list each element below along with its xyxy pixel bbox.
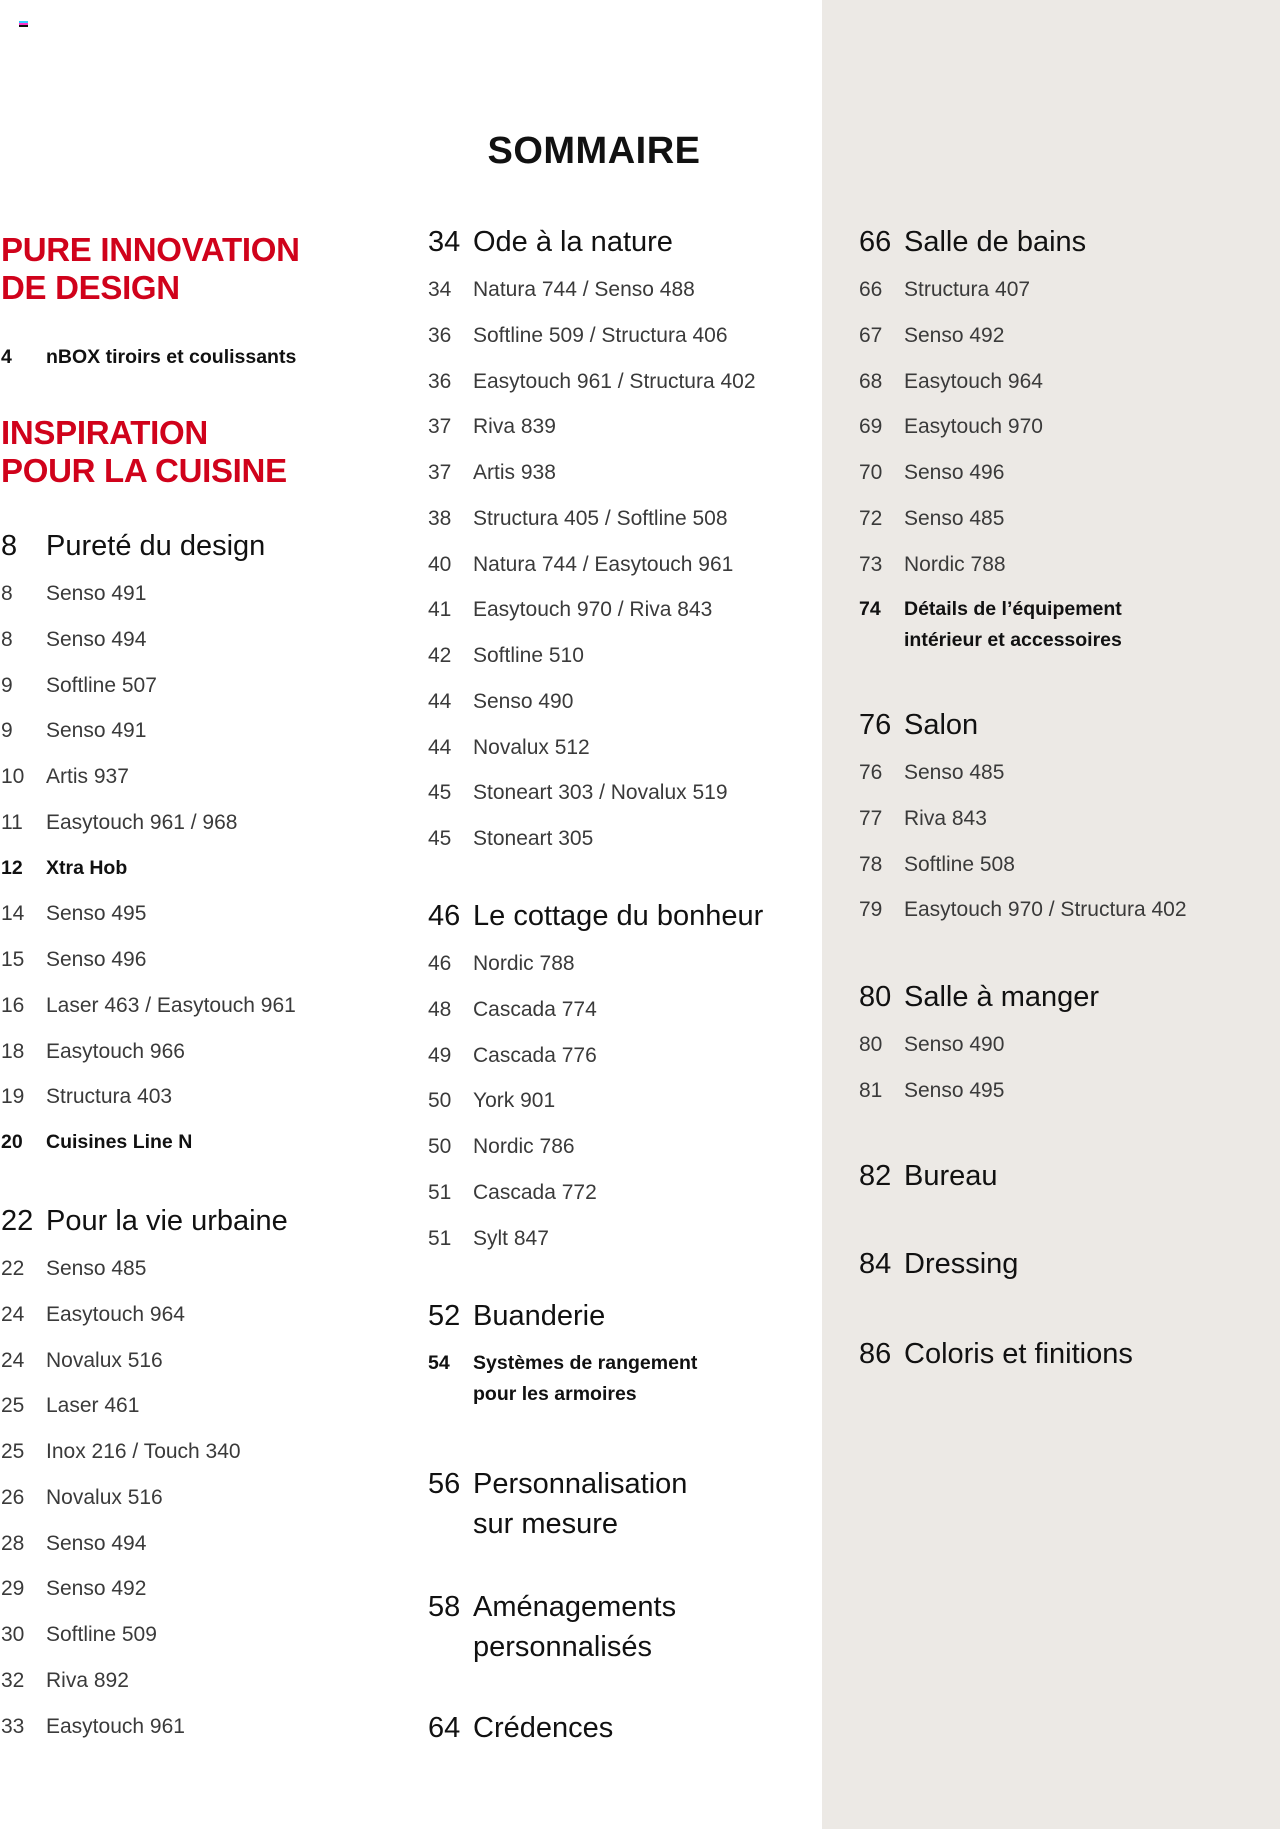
page-number: 41 bbox=[428, 598, 452, 622]
entry-title: Easytouch 961 / Structura 402 bbox=[473, 369, 756, 393]
toc-entry[interactable] bbox=[428, 450, 828, 496]
page-title: SOMMAIRE bbox=[487, 130, 701, 172]
section-title: Personnalisation sur mesure bbox=[473, 1468, 688, 1540]
toc-entry[interactable] bbox=[428, 816, 828, 862]
entry-title: Natura 744 / Easytouch 961 bbox=[473, 552, 734, 576]
entry-title: Softline 507 bbox=[46, 673, 157, 697]
page-number: 8 bbox=[1, 530, 18, 562]
page-number: 28 bbox=[1, 1531, 25, 1555]
toc-section bbox=[1, 526, 401, 1166]
entry-title: Softline 509 bbox=[46, 1623, 157, 1646]
toc-section bbox=[859, 977, 1259, 1114]
page-number: 30 bbox=[1, 1623, 25, 1646]
toc-entry[interactable] bbox=[1, 1612, 401, 1658]
toc-entry[interactable] bbox=[859, 842, 1259, 888]
entry-title: Détails de l’équipement intérieur et accessoires bbox=[904, 598, 1122, 652]
toc-entry[interactable] bbox=[859, 313, 1259, 359]
page-number: 50 bbox=[428, 1135, 452, 1158]
section-title: Salle de bains bbox=[904, 226, 1087, 258]
entry-title: York 901 bbox=[473, 1089, 556, 1113]
page-number: 24 bbox=[1, 1348, 25, 1372]
toc-entry[interactable] bbox=[428, 587, 828, 633]
page-number: 25 bbox=[1, 1440, 25, 1463]
page-number: 66 bbox=[859, 226, 892, 258]
entry-title: Senso 491 bbox=[46, 719, 147, 743]
section-title: Le cottage du bonheur bbox=[473, 900, 764, 932]
page-number: 4 bbox=[1, 346, 12, 368]
page-number: 51 bbox=[428, 1180, 452, 1204]
page-number: 26 bbox=[1, 1485, 25, 1509]
toc-entry-nbox[interactable] bbox=[1, 335, 401, 381]
toc-entry[interactable] bbox=[428, 679, 828, 725]
page-number: 77 bbox=[859, 806, 883, 830]
page-number: 44 bbox=[428, 735, 452, 759]
section-heading[interactable] bbox=[859, 705, 1259, 745]
section-title: Buanderie bbox=[473, 1300, 606, 1332]
page-number: 44 bbox=[428, 689, 452, 713]
entry-title: Senso 496 bbox=[46, 948, 147, 971]
entry-title: Senso 492 bbox=[904, 323, 1005, 347]
toc-entry[interactable] bbox=[1, 891, 401, 937]
toc-entry[interactable] bbox=[428, 1216, 828, 1262]
page-number: 10 bbox=[1, 765, 25, 788]
toc-entry[interactable] bbox=[428, 633, 828, 679]
entry-title: Riva 839 bbox=[473, 415, 556, 439]
entry-title: Xtra Hob bbox=[46, 856, 128, 879]
toc-entry[interactable] bbox=[1, 1292, 401, 1338]
toc-entry[interactable] bbox=[859, 542, 1259, 588]
toc-section bbox=[859, 705, 1259, 933]
page-number: 20 bbox=[1, 1131, 23, 1153]
entry-title: Nordic 788 bbox=[473, 952, 575, 975]
entry-title: Artis 938 bbox=[473, 461, 556, 484]
section-title: Pureté du design bbox=[46, 530, 266, 562]
toc-section bbox=[428, 1296, 828, 1410]
entry-title: Easytouch 961 / 968 bbox=[46, 810, 238, 834]
entry-title: Easytouch 970 / Structura 402 bbox=[904, 898, 1187, 922]
page-number: 29 bbox=[1, 1577, 25, 1601]
toc-section bbox=[859, 1334, 1259, 1374]
entry-title: Easytouch 964 bbox=[46, 1302, 185, 1326]
page-number: 36 bbox=[428, 369, 452, 393]
entry-title: Easytouch 966 bbox=[46, 1039, 185, 1063]
chapter-heading-inspiration: INSPIRATION POUR LA CUISINE bbox=[1, 414, 287, 489]
toc-entry[interactable] bbox=[1, 1383, 401, 1429]
entry-title: Senso 485 bbox=[46, 1257, 147, 1280]
entry-title: Natura 744 / Senso 488 bbox=[473, 278, 695, 301]
page-number: 80 bbox=[859, 1033, 883, 1056]
page-number: 79 bbox=[859, 898, 883, 922]
page-number: 33 bbox=[1, 1714, 25, 1738]
entry-title: Structura 405 / Softline 508 bbox=[473, 506, 728, 530]
toc-entry[interactable] bbox=[428, 1124, 828, 1170]
entry-title: Stoneart 305 bbox=[473, 827, 594, 850]
entry-title: Softline 510 bbox=[473, 644, 584, 667]
page-number: 22 bbox=[1, 1257, 25, 1280]
page-number: 72 bbox=[859, 506, 883, 530]
toc-section bbox=[859, 1244, 1259, 1284]
section-heading[interactable] bbox=[428, 1296, 828, 1336]
section-title: Dressing bbox=[904, 1248, 1019, 1280]
toc-list bbox=[859, 267, 1259, 656]
toc-section bbox=[428, 1708, 828, 1748]
page-number: 8 bbox=[1, 627, 13, 651]
toc-entry[interactable] bbox=[859, 496, 1259, 542]
entry-title: Senso 494 bbox=[46, 1531, 147, 1555]
entry-title: Nordic 788 bbox=[904, 552, 1006, 576]
entry-title: nBOX tiroirs et coulissants bbox=[46, 346, 297, 368]
page-number: 64 bbox=[428, 1712, 461, 1744]
entry-title: Senso 490 bbox=[904, 1033, 1005, 1056]
page-number: 38 bbox=[428, 506, 452, 530]
entry-title: Senso 490 bbox=[473, 689, 574, 713]
toc-entry[interactable] bbox=[859, 359, 1259, 405]
toc-entry[interactable] bbox=[1, 1521, 401, 1567]
toc-entry[interactable] bbox=[428, 404, 828, 450]
page-number: 80 bbox=[859, 981, 892, 1013]
entry-title: Structura 407 bbox=[904, 278, 1031, 301]
toc-section bbox=[859, 1156, 1259, 1196]
entry-title: Senso 492 bbox=[46, 1577, 147, 1601]
entry-title: Senso 495 bbox=[46, 902, 147, 926]
toc-entry[interactable] bbox=[859, 887, 1259, 933]
section-heading[interactable] bbox=[428, 222, 828, 262]
page-number: 86 bbox=[859, 1338, 892, 1370]
page-number: 22 bbox=[1, 1205, 34, 1237]
toc-entry[interactable] bbox=[428, 1170, 828, 1216]
page-number: 46 bbox=[428, 952, 452, 975]
section-heading[interactable] bbox=[1, 526, 401, 566]
chapter-heading-pure-innovation: PURE INNOVATION DE DESIGN bbox=[1, 231, 300, 306]
toc-entry[interactable] bbox=[428, 941, 828, 987]
toc-entry[interactable] bbox=[1, 1566, 401, 1612]
page-number: 19 bbox=[1, 1085, 25, 1109]
toc-entry[interactable] bbox=[859, 587, 1259, 656]
section-title: Salle à manger bbox=[904, 981, 1100, 1013]
toc-section bbox=[428, 896, 828, 1261]
entry-title: Systèmes de rangement pour les armoires bbox=[473, 1352, 698, 1405]
toc-entry[interactable] bbox=[428, 1078, 828, 1124]
toc-entry[interactable] bbox=[1, 1475, 401, 1521]
toc-entry[interactable] bbox=[1, 1120, 401, 1166]
page-number: 32 bbox=[1, 1668, 25, 1692]
page-number: 14 bbox=[1, 902, 25, 926]
toc-entry[interactable] bbox=[428, 359, 828, 405]
toc-entry[interactable] bbox=[1, 1429, 401, 1475]
page-number: 78 bbox=[859, 852, 883, 876]
entry-title: Senso 496 bbox=[904, 461, 1005, 484]
toc-entry[interactable] bbox=[428, 770, 828, 816]
toc-section bbox=[428, 1464, 828, 1544]
entry-title: Laser 463 / Easytouch 961 bbox=[46, 993, 296, 1017]
entry-title: Easytouch 961 bbox=[46, 1714, 185, 1738]
page-number: 67 bbox=[859, 323, 883, 347]
toc-entry[interactable] bbox=[1, 663, 401, 709]
toc-entry[interactable] bbox=[859, 450, 1259, 496]
toc-entry[interactable] bbox=[428, 267, 828, 313]
page-number: 40 bbox=[428, 552, 452, 576]
page-number: 84 bbox=[859, 1248, 892, 1280]
entry-title: Inox 216 / Touch 340 bbox=[46, 1440, 241, 1463]
page-number: 42 bbox=[428, 644, 452, 667]
page-number: 54 bbox=[428, 1352, 450, 1374]
entry-title: Cascada 774 bbox=[473, 997, 597, 1021]
toc-entry[interactable] bbox=[859, 404, 1259, 450]
toc-entry[interactable] bbox=[1, 1658, 401, 1704]
page-number: 73 bbox=[859, 552, 883, 576]
entry-title: Cascada 776 bbox=[473, 1043, 597, 1067]
print-color-mark-icon bbox=[19, 21, 28, 28]
toc-entry[interactable] bbox=[1, 846, 401, 892]
page-number: 45 bbox=[428, 781, 452, 805]
page-number: 76 bbox=[859, 709, 892, 741]
toc-section bbox=[1, 1201, 401, 1749]
entry-title: Easytouch 970 bbox=[904, 415, 1043, 439]
section-heading[interactable] bbox=[859, 1334, 1259, 1374]
toc-entry[interactable] bbox=[428, 542, 828, 588]
page-number: 76 bbox=[859, 761, 883, 784]
page-number: 8 bbox=[1, 582, 13, 605]
section-heading[interactable] bbox=[428, 896, 828, 936]
entry-title: Cuisines Line N bbox=[46, 1131, 193, 1153]
toc-entry[interactable] bbox=[1, 937, 401, 983]
toc-list bbox=[1, 571, 401, 1166]
page-number: 18 bbox=[1, 1039, 25, 1063]
toc-entry[interactable] bbox=[1, 754, 401, 800]
toc-list bbox=[859, 750, 1259, 933]
section-heading[interactable] bbox=[428, 1708, 828, 1748]
section-title: Pour la vie urbaine bbox=[46, 1205, 288, 1237]
entry-title: Senso 495 bbox=[904, 1078, 1005, 1102]
page-number: 49 bbox=[428, 1043, 452, 1067]
toc-list bbox=[1, 1246, 401, 1749]
page-number: 37 bbox=[428, 461, 452, 484]
section-heading[interactable] bbox=[859, 1156, 1259, 1196]
page-number: 45 bbox=[428, 827, 452, 850]
entry-title: Senso 485 bbox=[904, 761, 1005, 784]
toc-entry[interactable] bbox=[1, 1029, 401, 1075]
toc-entry[interactable] bbox=[428, 987, 828, 1033]
toc-entry[interactable] bbox=[1, 800, 401, 846]
entry-title: Structura 403 bbox=[46, 1085, 173, 1109]
entry-title: Cascada 772 bbox=[473, 1180, 597, 1204]
page-number: 81 bbox=[859, 1078, 883, 1102]
section-heading[interactable] bbox=[1, 1201, 401, 1241]
page-number: 66 bbox=[859, 278, 883, 301]
toc-entry[interactable] bbox=[1, 1246, 401, 1292]
entry-title: Riva 843 bbox=[904, 806, 987, 830]
toc-list bbox=[428, 1341, 828, 1410]
page-number: 25 bbox=[1, 1394, 25, 1418]
toc-entry[interactable] bbox=[859, 1068, 1259, 1114]
toc-section bbox=[859, 222, 1259, 656]
page-number: 9 bbox=[1, 673, 13, 697]
entry-title: Laser 461 bbox=[46, 1394, 140, 1418]
page-number: 68 bbox=[859, 369, 883, 393]
entry-title: Senso 494 bbox=[46, 627, 147, 651]
section-heading[interactable] bbox=[859, 222, 1259, 262]
page-number: 56 bbox=[428, 1468, 461, 1500]
entry-title: Riva 892 bbox=[46, 1668, 129, 1692]
entry-title: Novalux 516 bbox=[46, 1485, 163, 1509]
section-title: Aménagements personnalisés bbox=[473, 1591, 677, 1663]
page-number: 15 bbox=[1, 948, 25, 971]
section-heading[interactable] bbox=[428, 1464, 828, 1544]
toc-entry[interactable] bbox=[428, 1341, 828, 1410]
entry-title: Novalux 516 bbox=[46, 1348, 163, 1372]
toc-entry[interactable] bbox=[1, 708, 401, 754]
toc-entry[interactable] bbox=[859, 750, 1259, 796]
page-number: 24 bbox=[1, 1302, 25, 1326]
entry-title: Softline 508 bbox=[904, 852, 1015, 876]
toc-entry[interactable] bbox=[428, 313, 828, 359]
section-title: Salon bbox=[904, 709, 979, 741]
page-number: 51 bbox=[428, 1226, 452, 1250]
entry-title: Senso 485 bbox=[904, 506, 1005, 530]
entry-title: Softline 509 / Structura 406 bbox=[473, 323, 728, 347]
toc-section bbox=[428, 222, 828, 862]
toc-entry[interactable] bbox=[1, 1704, 401, 1750]
section-heading[interactable] bbox=[428, 1587, 828, 1667]
page-number: 46 bbox=[428, 900, 461, 932]
toc-list bbox=[859, 1022, 1259, 1114]
toc-section bbox=[428, 1587, 828, 1667]
toc-entry[interactable] bbox=[859, 267, 1259, 313]
toc-list bbox=[428, 941, 828, 1261]
entry-title: Novalux 512 bbox=[473, 735, 590, 759]
entry-title: Easytouch 964 bbox=[904, 369, 1043, 393]
page-number: 48 bbox=[428, 997, 452, 1021]
toc-entry[interactable] bbox=[1, 1074, 401, 1120]
toc-entry[interactable] bbox=[1, 617, 401, 663]
section-title: Coloris et finitions bbox=[904, 1338, 1133, 1370]
toc-entry[interactable] bbox=[428, 1033, 828, 1079]
page-number: 58 bbox=[428, 1591, 461, 1623]
page-number: 37 bbox=[428, 415, 452, 439]
entry-title: Nordic 786 bbox=[473, 1135, 575, 1158]
entry-title: Stoneart 303 / Novalux 519 bbox=[473, 781, 728, 805]
page-number: 36 bbox=[428, 323, 452, 347]
toc-entry[interactable] bbox=[859, 796, 1259, 842]
page-number: 52 bbox=[428, 1300, 461, 1332]
page-number: 16 bbox=[1, 993, 25, 1017]
section-title: Crédences bbox=[473, 1712, 614, 1744]
toc-entry[interactable] bbox=[428, 725, 828, 771]
page-number: 70 bbox=[859, 461, 883, 484]
page-number: 34 bbox=[428, 226, 461, 258]
page-number: 74 bbox=[859, 598, 881, 621]
page-number: 12 bbox=[1, 856, 23, 879]
page-number: 82 bbox=[859, 1160, 892, 1192]
section-heading[interactable] bbox=[859, 977, 1259, 1017]
page-number: 34 bbox=[428, 278, 452, 301]
section-title: Bureau bbox=[904, 1160, 998, 1192]
entry-title: Easytouch 970 / Riva 843 bbox=[473, 598, 713, 622]
toc-entry[interactable] bbox=[1, 1338, 401, 1384]
page-number: 11 bbox=[1, 810, 23, 834]
page-number: 9 bbox=[1, 719, 13, 743]
toc-list bbox=[428, 267, 828, 862]
entry-title: Sylt 847 bbox=[473, 1226, 549, 1250]
page-number: 69 bbox=[859, 415, 883, 439]
entry-title: Artis 937 bbox=[46, 765, 129, 788]
page-number: 50 bbox=[428, 1089, 452, 1113]
toc-entry[interactable] bbox=[859, 1022, 1259, 1068]
entry-title: Senso 491 bbox=[46, 582, 147, 605]
section-title: Ode à la nature bbox=[473, 226, 673, 258]
toc-entry[interactable] bbox=[428, 496, 828, 542]
toc-entry[interactable] bbox=[1, 983, 401, 1029]
toc-entry[interactable] bbox=[1, 571, 401, 617]
section-heading[interactable] bbox=[859, 1244, 1259, 1284]
